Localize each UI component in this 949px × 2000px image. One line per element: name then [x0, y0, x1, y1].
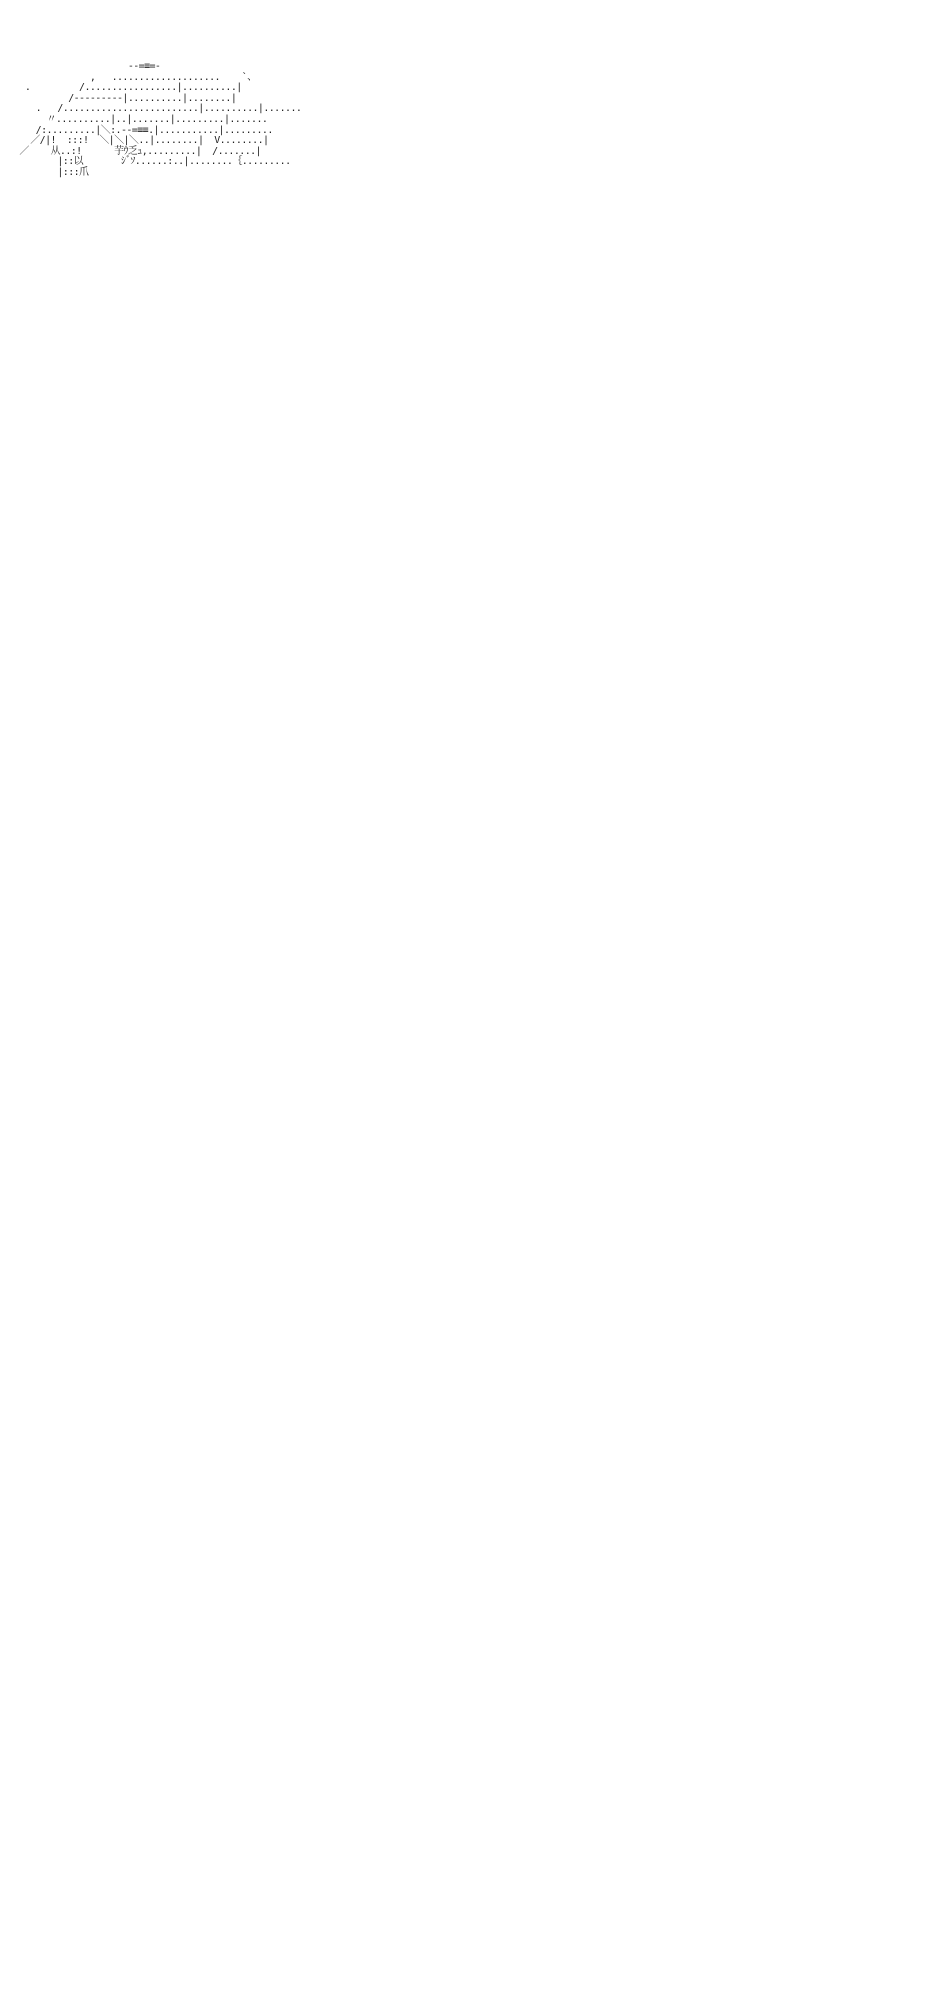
ascii-art-1: --=≡=- , .................... `、 . /.................|..........| /‐‐‐‐‐‐‐‐‐|..........|........| . /.........................|..........|....... 〃..........|..|.......|.........|....... /:.........|＼:.--=≡≡.|...........|......... ／/|! :::! ＼|＼|＼..|........| V........| ／ 从..:! 芋ｳ乏ｭ,.........| /.......| |::以 ｼﾞｿ......:..|........｛......... |:::爪 — [19, 61, 302, 178]
